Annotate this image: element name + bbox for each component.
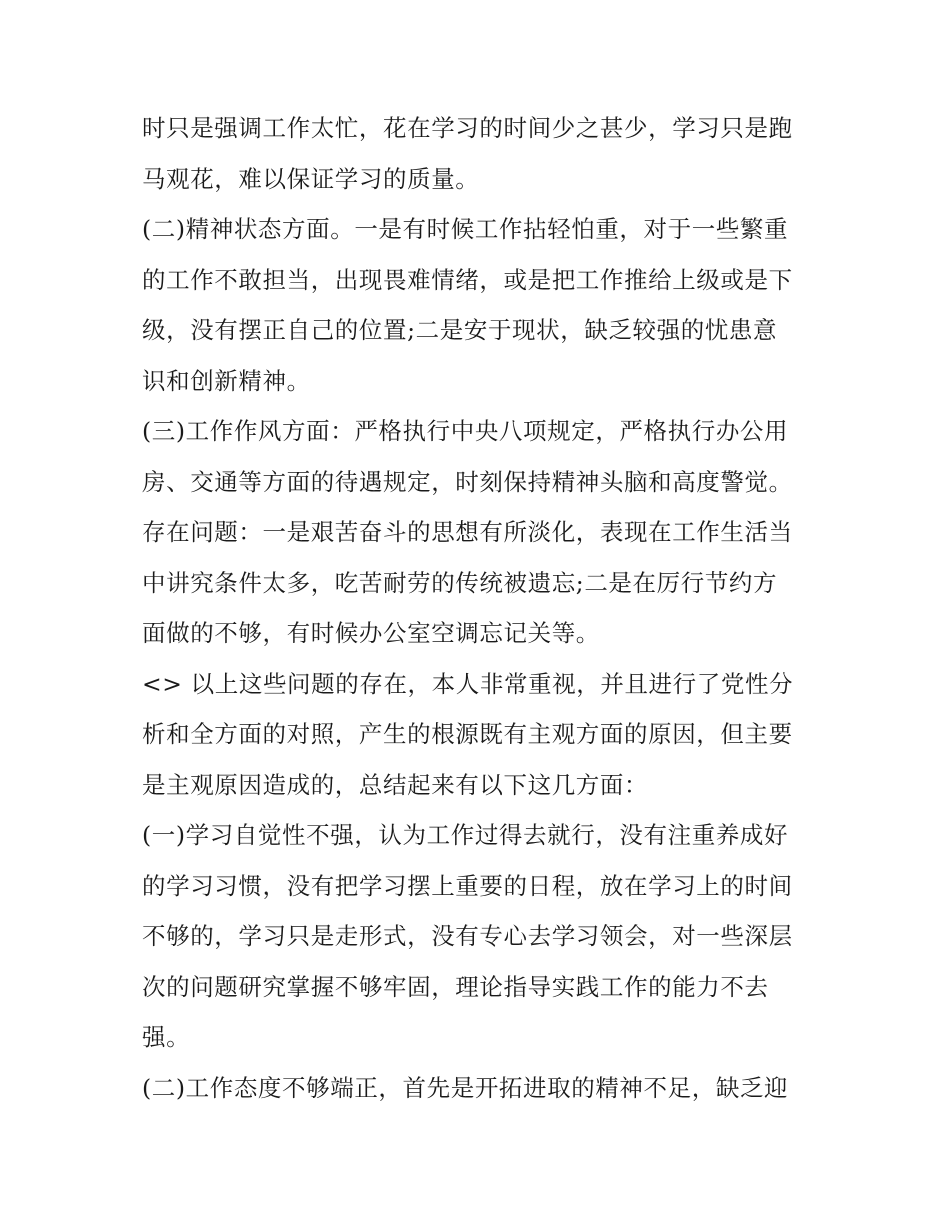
- text-line: 强。: [142, 1023, 191, 1051]
- text-line: 面做的不够，有时候办公室空调忘记关等。: [142, 619, 600, 647]
- text-line: 级，没有摆正自己的位置;二是安于现状，缺乏较强的忧患意: [142, 316, 778, 344]
- text-line: 中讲究条件太多，吃苦耐劳的传统被遗忘;二是在厉行节约方: [142, 568, 778, 597]
- text-line: 时只是强调工作太忙，花在学习的时间少之甚少，学习只是跑: [142, 114, 793, 142]
- text-line: 识和创新精神。: [142, 366, 311, 395]
- text-line: 存在问题：一是艰苦奋斗的思想有所淡化，表现在工作生活当: [142, 518, 793, 546]
- text-line: 马观花，难以保证学习的质量。: [142, 164, 480, 193]
- text-line: <> 以上这些问题的存在，本人非常重视，并且进行了党性分: [142, 669, 794, 698]
- text-line: 房、交通等方面的待遇规定，时刻保持精神头脑和高度警觉。: [142, 467, 793, 496]
- text-line: 析和全方面的对照，产生的根源既有主观方面的原因，但主要: [142, 720, 793, 748]
- text-line: 次的问题研究掌握不够牢固，理论指导实践工作的能力不去: [142, 972, 769, 1001]
- text-line: (二)精神状态方面。一是有时候工作拈轻怕重，对于一些繁重: [142, 215, 789, 243]
- text-line: (二)工作态度不够端正，首先是开拓进取的精神不足，缺乏迎: [142, 1073, 789, 1102]
- text-line: (三)工作作风方面：严格执行中央八项规定，严格执行办公用: [142, 417, 789, 445]
- text-line: 的学习习惯，没有把学习摆上重要的日程，放在学习上的时间: [142, 871, 793, 900]
- text-line: 不够的，学习只是走形式，没有专心去学习领会，对一些深层: [142, 922, 793, 950]
- text-line: (一)学习自觉性不强，认为工作过得去就行，没有注重养成好: [142, 821, 789, 849]
- text-line: 是主观原因造成的，总结起来有以下这几方面：: [142, 770, 649, 799]
- document-body: [142, 103, 822, 1113]
- text-line: 的工作不敢担当，出现畏难情绪，或是把工作推给上级或是下: [142, 265, 793, 294]
